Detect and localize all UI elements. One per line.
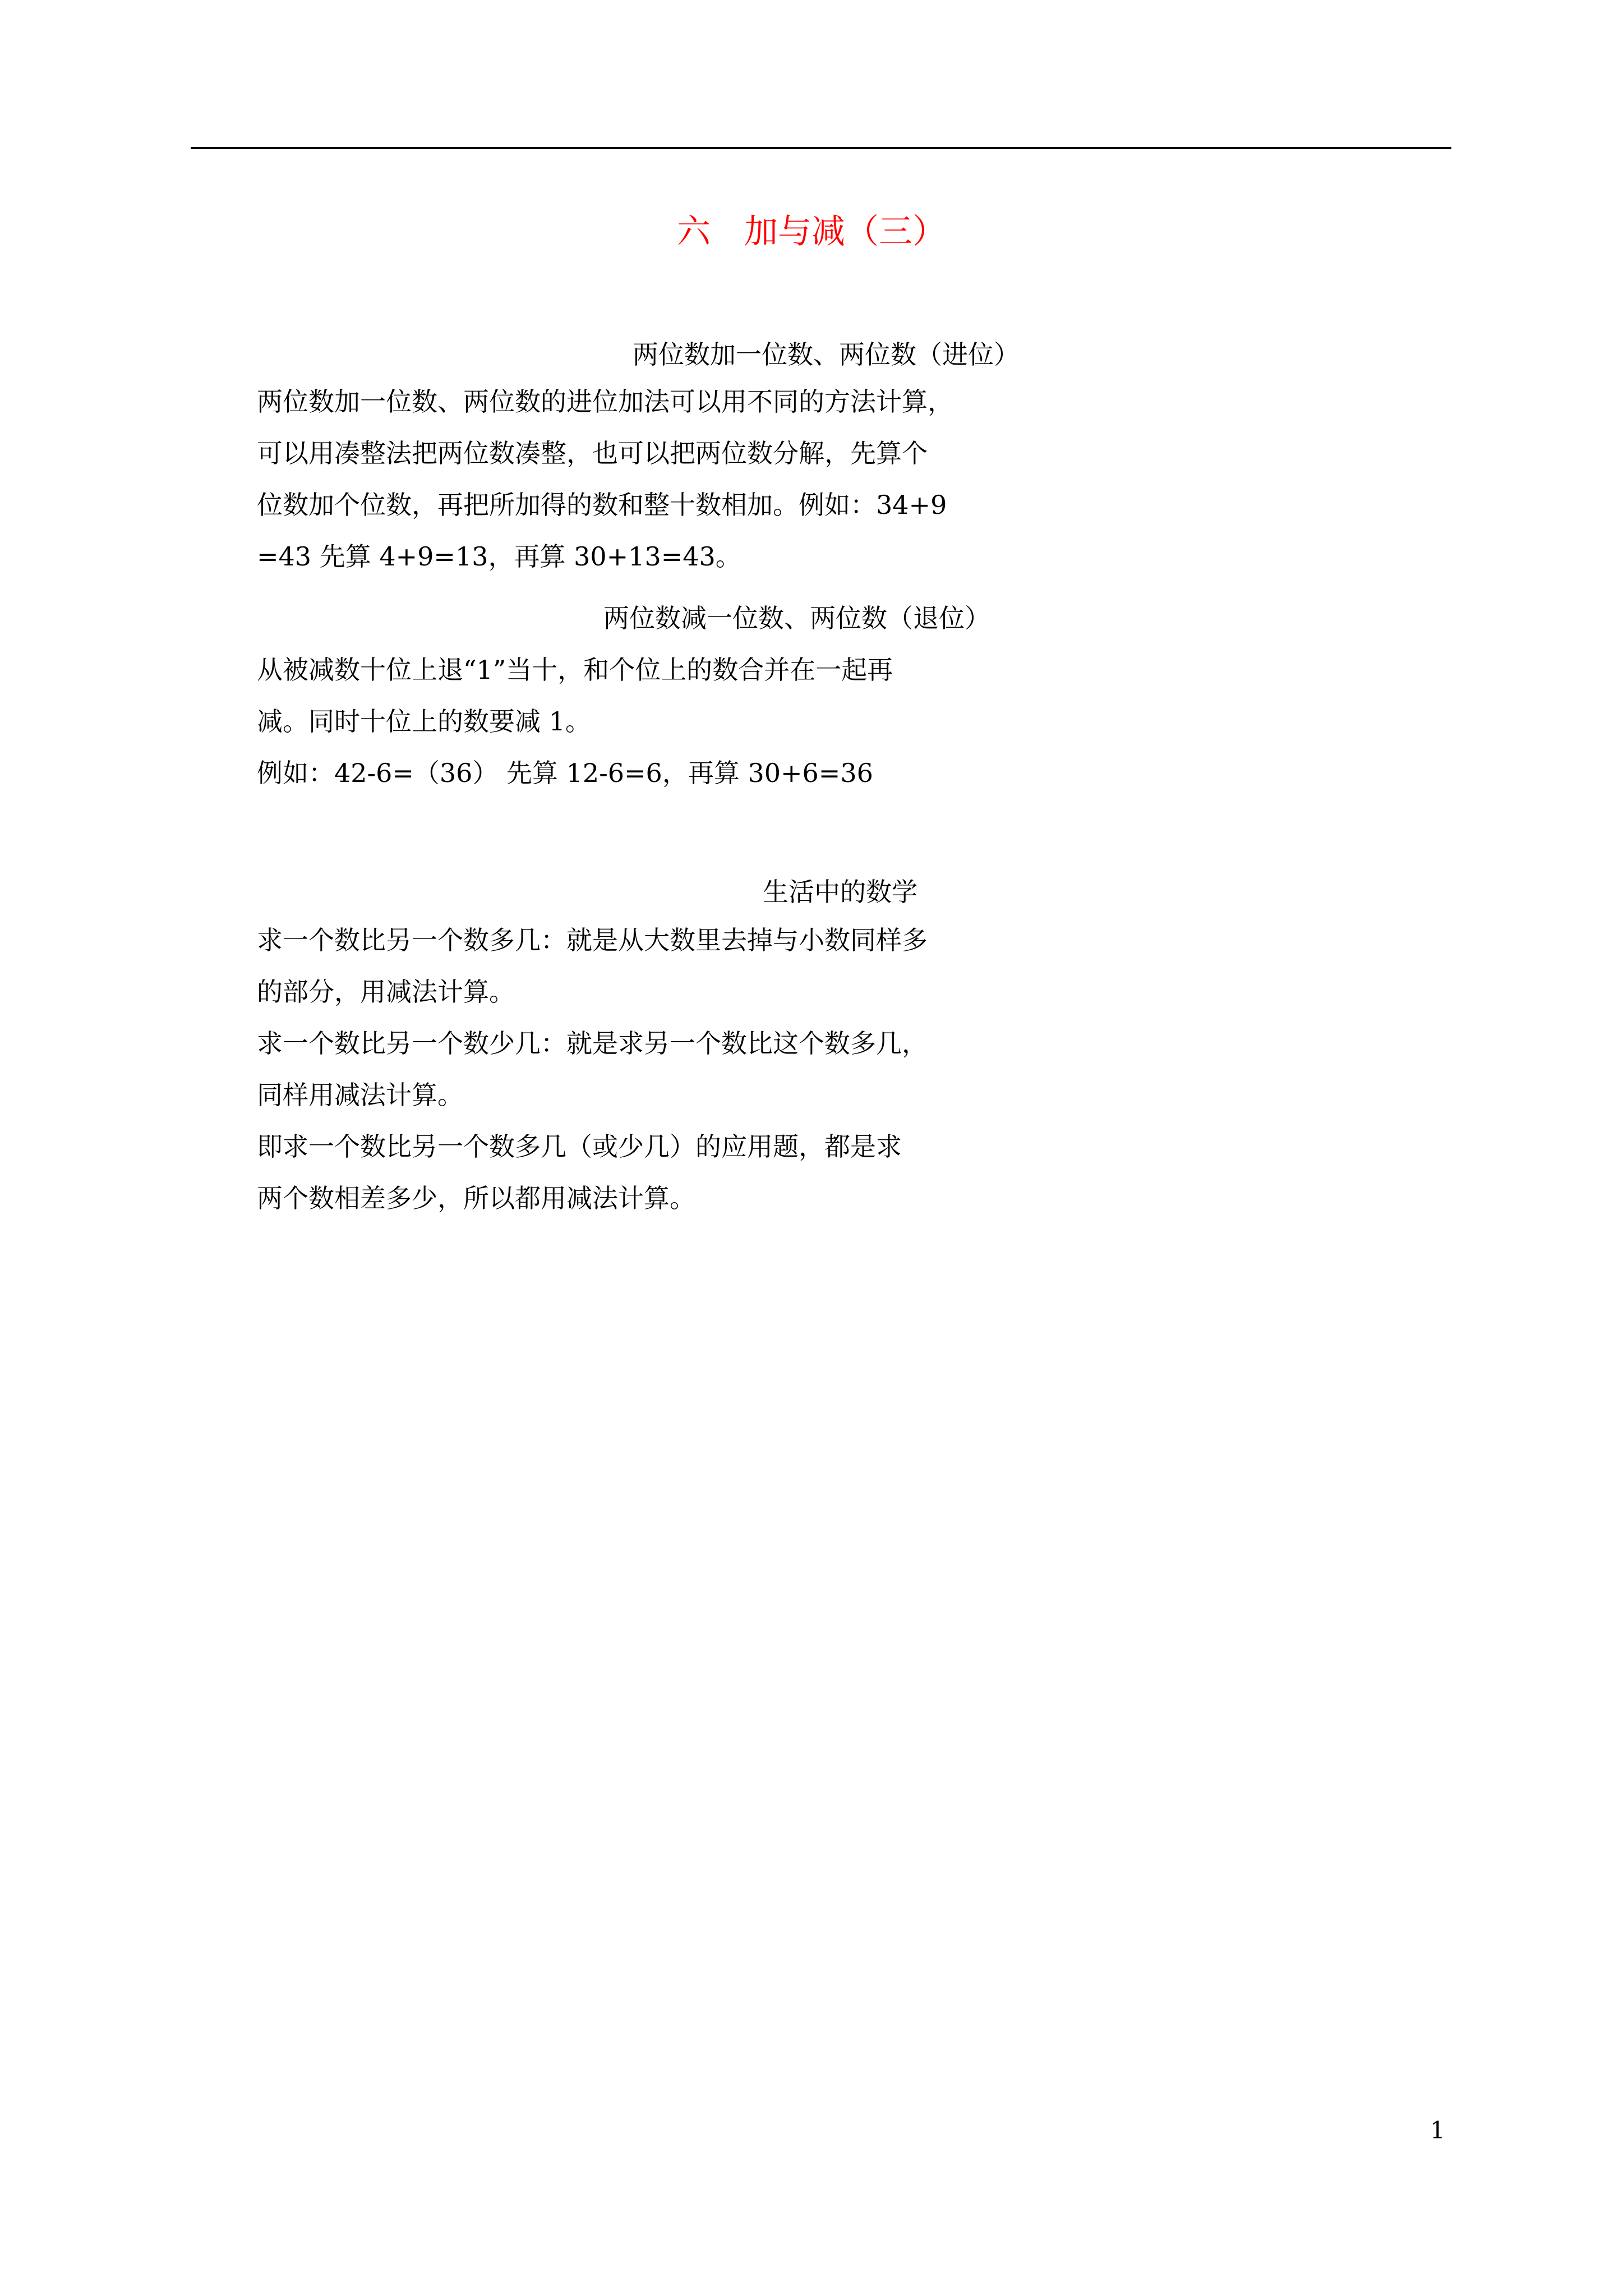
page-title: 六 加与减（三） [677, 212, 946, 251]
section-heading-daily-math: 生活中的数学 [763, 877, 917, 907]
text-line: 从被减数十位上退“1”当十，和个位上的数合并在一起再 [257, 655, 893, 685]
text-line: 两位数加一位数、两位数的进位加法可以用不同的方法计算， [257, 386, 953, 417]
section-heading-subtraction: 两位数减一位数、两位数（退位） [603, 603, 990, 633]
section-body-daily-math [257, 922, 928, 1232]
text-line: 两个数相差多少，所以都用减法计算。 [257, 1183, 695, 1213]
header-rule [191, 147, 1451, 149]
text-line: 可以用凑整法把两位数凑整，也可以把两位数分解，先算个 [257, 438, 928, 468]
text-line: 位数加个位数，再把所加得的数和整十数相加。例如：34+9 [257, 490, 947, 520]
text-line: 求一个数比另一个数少几：就是求另一个数比这个数多几， [257, 1028, 928, 1059]
text-line: 求一个数比另一个数多几：就是从大数里去掉与小数同样多 [257, 925, 928, 955]
text-line: 同样用减法计算。 [257, 1080, 463, 1110]
text-line: 减。同时十位上的数要减 1。 [257, 706, 591, 737]
page-number: 1 [1430, 2116, 1445, 2144]
text-line: 的部分，用减法计算。 [257, 977, 515, 1007]
section-heading-addition: 两位数加一位数、两位数（进位） [633, 339, 1020, 370]
text-line: =43 先算 4+9=13，再算 30+13=43。 [257, 541, 741, 572]
section-body-addition [257, 384, 953, 590]
text-line: 例如：42-6=（36） 先算 12-6=6，再算 30+6=36 [257, 758, 873, 788]
text-line: 即求一个数比另一个数多几（或少几）的应用题，都是求 [257, 1131, 902, 1162]
section-body-subtraction [257, 652, 893, 807]
